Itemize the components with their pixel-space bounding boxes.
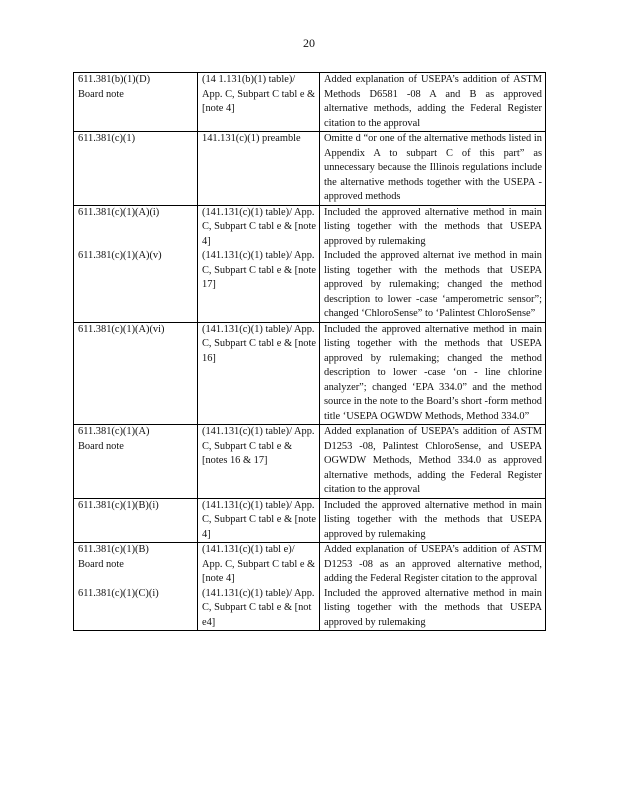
explanation-cell: Included the approved alternative method in main listing together with the methods that USEPA approved by rulemaking; changed the method description to lower -case ‘on - line chlorine analyzer”; changed ‘EPA 334.0” and the method source in the note to the Board’s short -form method title ‘USEPA OGWDW Methods, Method 334.0”: [320, 322, 546, 425]
section-citation: 611.381(c)(1): [78, 133, 136, 144]
source-cell: (141.131(c)(1) table)/ App. C, Subpart C tabl e & [note 4]: [198, 205, 320, 249]
source-cell: (141.131(c)(1) table)/ App. C, Subpart C tabl e & [note 16]: [198, 322, 320, 425]
section-citation: 611.381(c)(1)(B)(i): [78, 499, 159, 511]
explanation-cell: Included the approved alternative method in main listing together with the methods that USEPA approved by rulemaking: [320, 587, 546, 631]
page-number: 20: [303, 36, 315, 50]
table-row: [74, 425, 546, 499]
section-cell: [74, 587, 198, 631]
section-cell: [74, 73, 198, 132]
section-citation: 611.381(c)(1)(B): [78, 544, 149, 555]
section-cell: [74, 543, 198, 587]
table-row: [74, 498, 546, 543]
amendment-table: [73, 72, 546, 631]
source-cell: (141.131(c)(1) table)/ App. C, Subpart C tabl e & [note 17]: [198, 249, 320, 322]
section-citation: 611.381(c)(1)(A)(i): [78, 206, 160, 218]
section-cell: [74, 498, 198, 543]
section-citation: 611.381(c)(1)(C)(i): [78, 587, 159, 599]
section-citation: 611.381(b)(1)(D): [78, 74, 151, 85]
table-row: [74, 205, 546, 249]
section-cell: [74, 322, 198, 425]
explanation-cell: Added explanation of USEPA’s addition of ASTM Methods D6581 -08 A and B as approved alternative methods, adding the Federal Register citation to the approval: [320, 73, 546, 132]
section-note: Board note: [78, 440, 124, 452]
table-row: [74, 322, 546, 425]
section-cell: [74, 132, 198, 206]
section-citation: 611.381(c)(1)(A): [78, 426, 150, 437]
explanation-cell: Included the approved alternative method in main listing together with the methods that USEPA approved by rulemaking: [320, 205, 546, 249]
table-row: [74, 132, 546, 206]
section-citation: 611.381(c)(1)(A)(v): [78, 250, 162, 261]
explanation-cell: Included the approved alternative method in main listing together with the methods that USEPA approved by rulemaking: [320, 498, 546, 543]
source-cell: (14 1.131(b)(1) table)/ App. C, Subpart C tabl e & [note 4]: [198, 73, 320, 132]
source-cell: (141.131(c)(1) table)/ App. C, Subpart C tabl e & [note 4]: [198, 498, 320, 543]
source-cell: 141.131(c)(1) preamble: [198, 132, 320, 206]
section-cell: [74, 205, 198, 249]
explanation-cell: Added explanation of USEPA’s addition of ASTM D1253 -08, Palintest ChloroSense, and USEPA OGWDW Methods, Method 334.0 as approved alternative methods, adding the Federal Register citation to the approval: [320, 425, 546, 499]
table-row: [74, 587, 546, 631]
source-cell: (141.131(c)(1) tabl e)/ App. C, Subpart C tabl e & [note 4]: [198, 543, 320, 587]
section-cell: [74, 425, 198, 499]
table-row: [74, 73, 546, 132]
explanation-cell: Omitte d “or one of the alternative methods listed in Appendix A to subpart C of this part” as unnecessary because the Illinois regulations include the alternative methods together with the USEPA -approved methods: [320, 132, 546, 206]
section-cell: [74, 249, 198, 322]
explanation-cell: Added explanation of USEPA’s addition of ASTM D1253 -08 as an approved alternative method, adding the Federal Register citation to the approval: [320, 543, 546, 587]
source-cell: (141.131(c)(1) table)/ App. C, Subpart C tabl e & [not e4]: [198, 587, 320, 631]
table-row: [74, 543, 546, 587]
source-cell: (141.131(c)(1) table)/ App. C, Subpart C tabl e & [notes 16 & 17]: [198, 425, 320, 499]
section-note: Board note: [78, 88, 124, 100]
table-row: [74, 249, 546, 322]
section-note: Board note: [78, 558, 124, 570]
explanation-cell: Included the approved alternat ive method in main listing together with the methods that USEPA approved by rulemaking; changed the method description to lower -case ‘amperometric sensor”; changed ‘ChloroSense” to ‘Palintest ChloroSense”: [320, 249, 546, 322]
section-citation: 611.381(c)(1)(A)(vi): [78, 323, 165, 335]
